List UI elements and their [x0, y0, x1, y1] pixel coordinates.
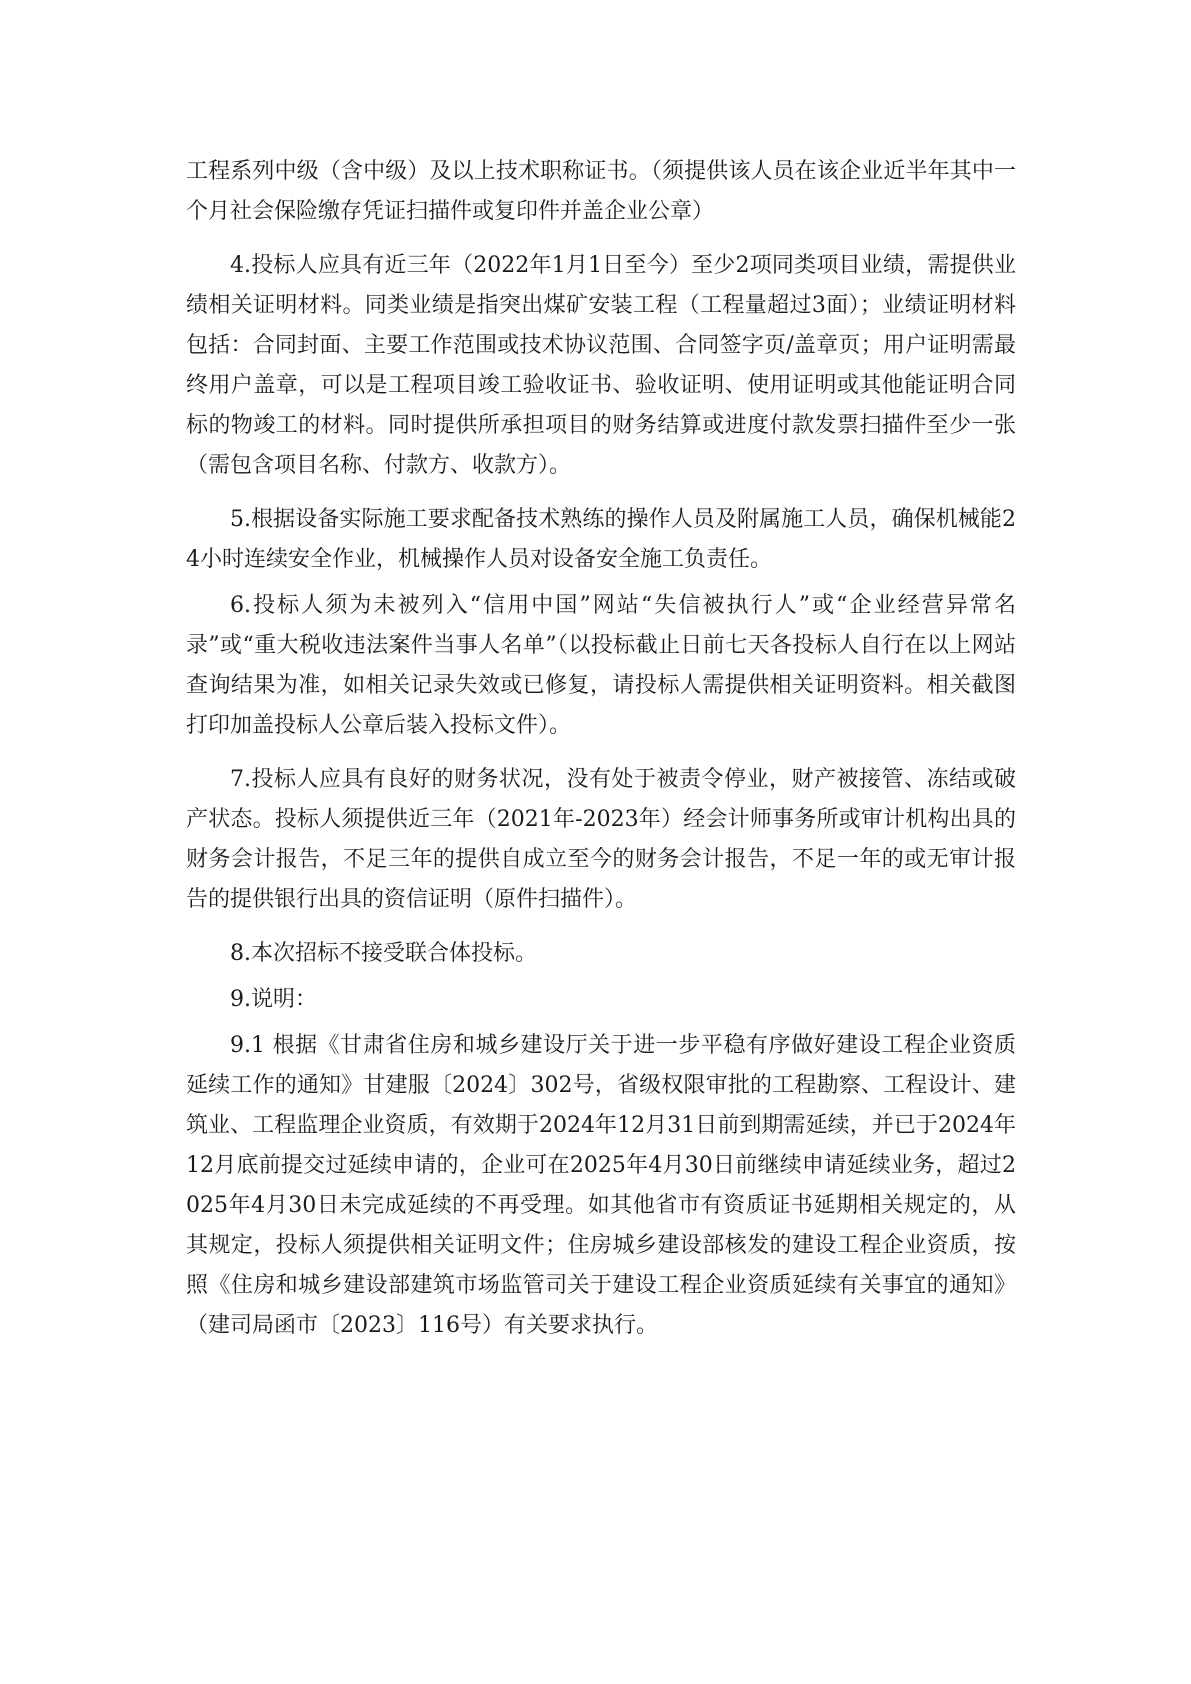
paragraph-item-4: 4.投标人应具有近三年（2022年1月1日至今）至少2项同类项目业绩，需提供业绩相关证明材料。同类业绩是指突出煤矿安装工程（工程量超过3面）；业绩证明材料包括：合同封面、主要工作范围或技术协议范围、合同签字页/盖章页；用户证明需最终用户盖章，可以是工程项目竣工验收证书、验收证明、使用证明或其他能证明合同标的物竣工的材料。同时提供所承担项目的财务结算或进度付款发票扫描件至少一张（需包含项目名称、付款方、收款方）。: [186, 253, 1016, 478]
document-body: [186, 152, 1016, 1346]
paragraph-item-5: 5.根据设备实际施工要求配备技术熟练的操作人员及附属施工人员，确保机械能24小时连续安全作业，机械操作人员对设备安全施工负责任。: [186, 507, 1016, 572]
paragraph-item-7: 7.投标人应具有良好的财务状况，没有处于被责令停业，财产被接管、冻结或破产状态。投标人须提供近三年（2021年-2023年）经会计师事务所或审计机构出具的财务会计报告，不足三年的提供自成立至今的财务会计报告，不足一年的或无审计报告的提供银行出具的资信证明（原件扫描件）。: [186, 767, 1016, 912]
paragraph-continuation: 工程系列中级（含中级）及以上技术职称证书。（须提供该人员在该企业近半年其中一个月社会保险缴存凭证扫描件或复印件并盖企业公章）: [186, 159, 1016, 224]
paragraph-item-9-1: 9.1 根据《甘肃省住房和城乡建设厅关于进一步平稳有序做好建设工程企业资质延续工作的通知》甘建服〔2024〕302号，省级权限审批的工程勘察、工程设计、建筑业、工程监理企业资质，有效期于2024年12月31日前到期需延续，并已于2024年12月底前提交过延续申请的，企业可在2025年4月30日前继续申请延续业务，超过2025年4月30日未完成延续的不再受理。如其他省市有资质证书延期相关规定的，从其规定，投标人须提供相关证明文件；住房城乡建设部核发的建设工程企业资质，按照《住房和城乡建设部建筑市场监管司关于建设工程企业资质延续有关事宜的通知》（建司局函市〔2023〕116号）有关要求执行。: [186, 1033, 1016, 1338]
paragraph-item-9: 9.说明：: [230, 987, 317, 1012]
paragraph-item-8: 8.本次招标不接受联合体投标。: [230, 941, 537, 966]
paragraph-item-6: 6.投标人须为未被列入“信用中国”网站“失信被执行人”或“企业经营异常名录”或“重大税收违法案件当事人名单”（以投标截止日前七天各投标人自行在以上网站查询结果为准，如相关记录失效或已修复，请投标人需提供相关证明资料。相关截图打印加盖投标人公章后装入投标文件）。: [186, 593, 1016, 738]
